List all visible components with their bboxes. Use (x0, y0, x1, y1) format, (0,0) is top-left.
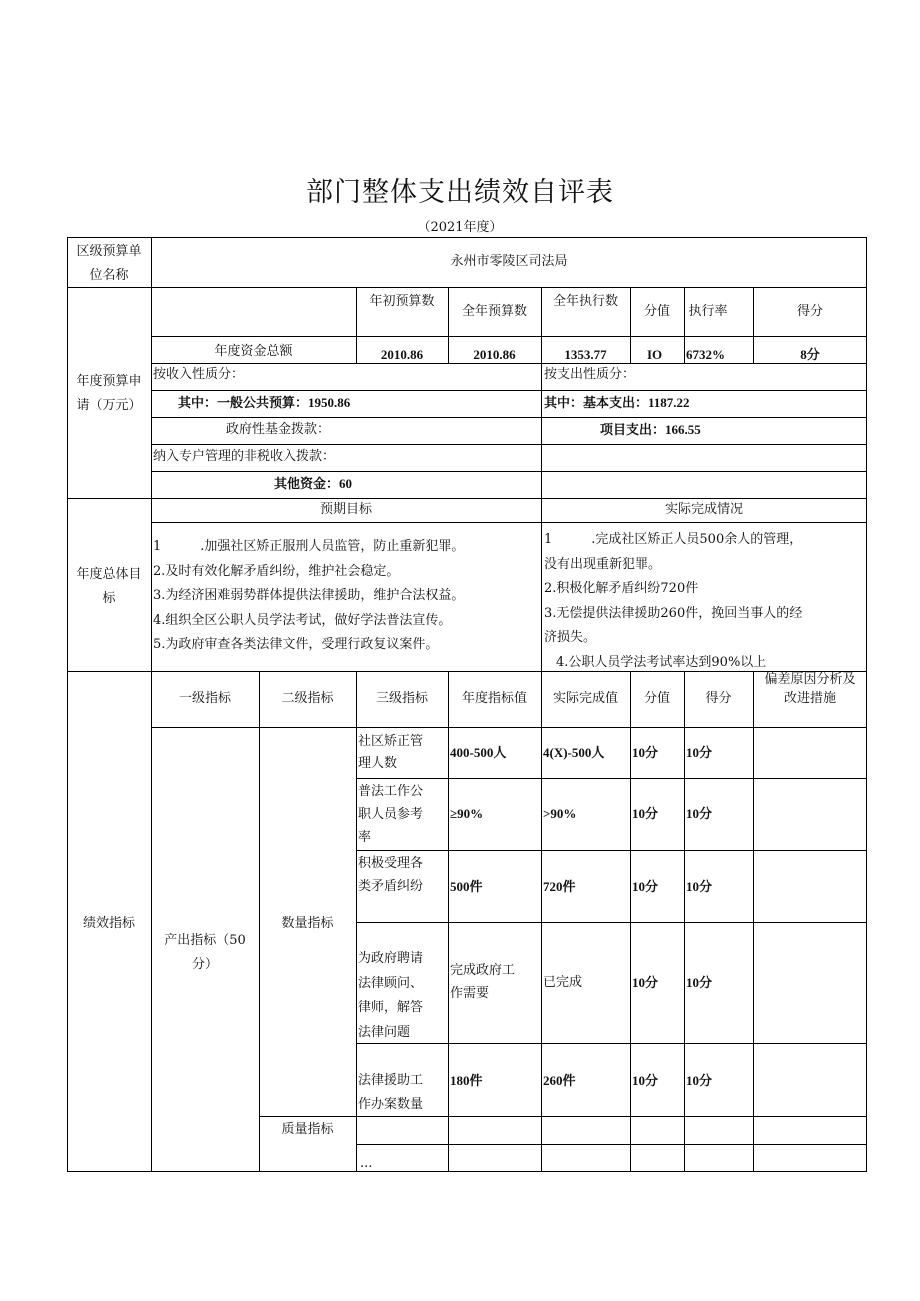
basic-expense: 其中：基本支出：1187.22 (544, 395, 690, 410)
header-level3: 三级指标 (375, 691, 428, 706)
income-nature: 按收入性质分： (153, 367, 245, 382)
row-got: 10分 (686, 1073, 713, 1088)
list-item: 济损失。 (544, 630, 597, 645)
header-got-score: 得分 (796, 304, 823, 319)
divider (356, 778, 867, 779)
total-label: 年度资金总额 (214, 344, 293, 359)
divider (356, 922, 867, 923)
table-row: 普法工作公 职人员参考 率 (358, 784, 424, 845)
row-actual: 260件 (543, 1073, 576, 1088)
header-target: 年度指标值 (461, 691, 527, 706)
page-title: 部门整体支出绩效自评表 (306, 177, 614, 208)
row-score: 10分 (632, 806, 659, 821)
header-score-value: 分值 (643, 304, 670, 319)
level2-quantity: 数量指标 (281, 916, 334, 931)
list-item: 2.及时有效化解矛盾纠纷，维护社会稳定。 (153, 563, 400, 579)
list-item: 4.公职人员学法考试率达到90%以上 (556, 654, 767, 670)
row-actual: >90% (543, 806, 577, 821)
divider (151, 522, 867, 523)
list-item: 2.积极化解矛盾纠纷720件 (544, 581, 699, 596)
divider (356, 1043, 867, 1044)
header-got: 得分 (705, 691, 732, 706)
total-got-score: 8分 (800, 347, 820, 362)
actual-results (544, 528, 866, 670)
row-actual: 4(X)-500人 (543, 745, 605, 760)
level1-output: 产出指标（50 分） (164, 933, 246, 972)
table-row: 为政府聘请 法律顾问、 律师，解答 法律问题 (358, 951, 424, 1040)
divider (630, 671, 631, 1172)
list-item: 1 .加强社区矫正服刑人员监管，防止重新犯罪。 (153, 539, 465, 554)
table-row: 积极受理各 类矛盾纠纷 (358, 856, 424, 894)
divider (67, 287, 867, 288)
general-budget: 其中：一般公共预算：1950.86 (178, 395, 351, 410)
divider (541, 287, 542, 498)
header-deviation: 偏差原因分析及 改进措施 (764, 672, 856, 706)
row-score: 10分 (632, 745, 659, 760)
divider (356, 850, 867, 851)
header-actual: 实际完成值 (552, 691, 618, 706)
header-score: 分值 (643, 691, 670, 706)
divider (67, 671, 867, 672)
header-level2: 二级指标 (281, 691, 334, 706)
expense-nature: 按支出性质分： (544, 367, 636, 382)
row-score: 10分 (632, 879, 659, 894)
divider (151, 336, 867, 337)
other-funds: 其他资金：60 (274, 476, 353, 491)
divider (753, 671, 754, 1172)
header-exec-rate: 执行率 (688, 304, 728, 319)
row-got: 10分 (686, 879, 713, 894)
divider (356, 671, 357, 1172)
list-item: 没有出现重新犯罪。 (544, 556, 662, 572)
list-item: 4.组织全区公职人员学法考试，做好学法普法宣传。 (153, 612, 452, 628)
list-item: 3.无偿提供法律援助260件，挽回当事人的经 (544, 605, 803, 621)
total-exec-rate: 6732% (686, 347, 725, 362)
unit-label: 区级预算单 位名称 (76, 244, 142, 283)
gov-fund: 政府性基金拨款： (226, 422, 331, 437)
divider (541, 671, 542, 1172)
divider (630, 287, 631, 363)
row-target: 180件 (450, 1073, 483, 1088)
ellipsis: ... (360, 1156, 373, 1171)
divider (151, 471, 867, 472)
header-annual-budget: 全年预算数 (461, 304, 527, 319)
expected-goals (153, 535, 464, 658)
total-executed: 1353.77 (564, 347, 607, 362)
row-target: 400-500人 (450, 745, 507, 760)
header-initial-budget: 年初预算数 (369, 294, 435, 309)
project-expense: 项目支出：166.55 (600, 422, 701, 437)
nontax-income: 纳入专户管理的非税收入拨款： (153, 449, 336, 464)
row-score: 10分 (632, 975, 659, 990)
header-level1: 一级指标 (178, 691, 231, 706)
table-row: 社区矫正管 理人数 (358, 734, 424, 771)
row-actual: 720件 (543, 879, 576, 894)
budget-label: 年度预算申 请（万元） (76, 374, 142, 413)
unit-name: 永州市零陵区司法局 (450, 254, 568, 269)
total-initial: 2010.86 (380, 347, 424, 362)
table-row: 法律援助工 作办案数量 (358, 1073, 424, 1112)
row-got: 10分 (686, 745, 713, 760)
row-target: 500件 (450, 879, 483, 894)
divider (541, 498, 542, 671)
row-score: 10分 (632, 1073, 659, 1088)
expected-header: 预期目标 (319, 502, 372, 517)
year-subtitle: （2021年度） (417, 220, 503, 235)
row-got: 10分 (686, 806, 713, 821)
divider (684, 287, 685, 363)
divider (684, 671, 685, 1172)
level2-quality: 质量指标 (281, 1122, 334, 1137)
list-item: 5.为政府审查各类法律文件，受理行政复议案件。 (153, 637, 439, 652)
list-item: 1 .完成社区矫正人员500余人的管理， (544, 532, 803, 547)
divider (259, 1116, 867, 1117)
list-item: 3.为经济困难弱势群体提供法律援助，维护合法权益。 (153, 588, 465, 603)
goals-label: 年度总体目 标 (76, 567, 142, 606)
perf-label: 绩效指标 (82, 916, 135, 931)
row-target: 完成政府工 作需要 (450, 963, 516, 1001)
total-score-value: IO (647, 347, 663, 362)
actual-header: 实际完成情况 (664, 502, 743, 517)
divider (448, 671, 449, 1172)
row-got: 10分 (686, 975, 713, 990)
divider (356, 1144, 867, 1145)
total-annual: 2010.86 (473, 347, 516, 362)
row-target: ≥90% (450, 806, 484, 821)
header-annual-executed: 全年执行数 (552, 294, 618, 309)
row-actual: 已完成 (543, 975, 583, 990)
